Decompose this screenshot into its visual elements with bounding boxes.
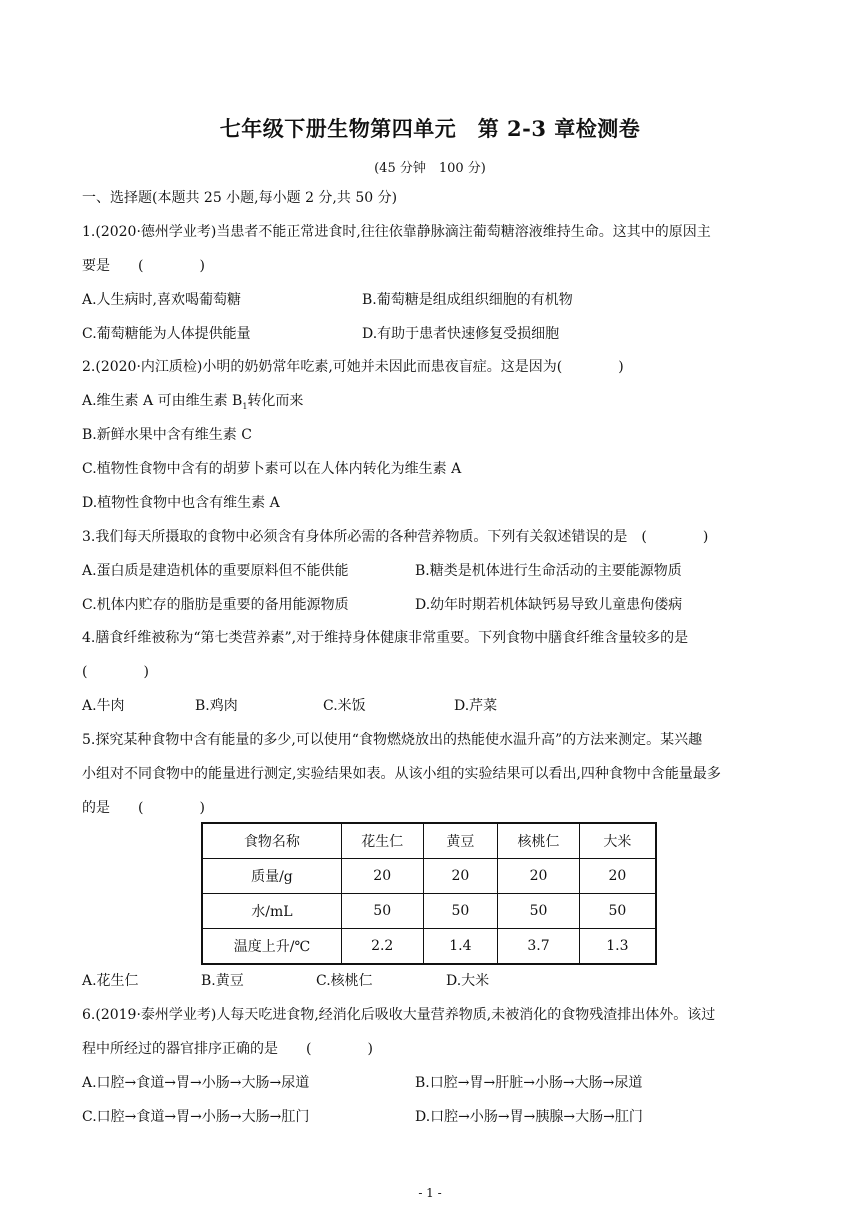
question-5-text-cont-2: 的是 ( ) <box>82 800 205 816</box>
table-header-row <box>202 823 656 859</box>
table-cell: 水/mL <box>202 894 341 929</box>
question-2-option-b: B.新鲜水果中含有维生素 C <box>82 427 252 443</box>
question-5-option-b: B.黄豆 <box>201 973 244 989</box>
table-cell: 1.3 <box>579 929 656 965</box>
table-row <box>202 929 656 965</box>
question-1-option-d: D.有助于患者快速修复受损细胞 <box>362 326 560 342</box>
table-header-cell: 核桃仁 <box>498 823 580 859</box>
question-4-option-b: B.鸡肉 <box>195 698 238 714</box>
question-5-option-d: D.大米 <box>446 973 490 989</box>
question-6-option-b: B.口腔→胃→肝脏→小肠→大肠→尿道 <box>415 1075 643 1091</box>
table-cell: 50 <box>341 894 423 929</box>
question-4-option-d: D.芹菜 <box>454 698 498 714</box>
question-2-option-d: D.植物性食物中也含有维生素 A <box>82 495 280 511</box>
question-2-option-a <box>82 392 303 416</box>
table-cell: 温度上升/℃ <box>202 929 341 965</box>
question-4-text: 4.膳食纤维被称为“第七类营养素”,对于维持身体健康非常重要。下列食物中膳食纤维含量较多的是 <box>82 630 689 646</box>
question-6-option-c: C.口腔→食道→胃→小肠→大肠→肛门 <box>82 1109 310 1125</box>
question-6-text: 6.(2019·泰州学业考)人每天吃进食物,经消化后吸收大量营养物质,未被消化的食物残渣排出体外。该过 <box>82 1007 716 1023</box>
table-cell: 3.7 <box>498 929 580 965</box>
question-1-option-a: A.人生病时,喜欢喝葡萄糖 <box>82 292 242 308</box>
page-title: 七年级下册生物第四单元 第 2-3 章检测卷 <box>219 116 641 141</box>
question-4-option-a: A.牛肉 <box>82 698 125 714</box>
question-4-option-c: C.米饭 <box>323 698 366 714</box>
question-6-option-a: A.口腔→食道→胃→小肠→大肠→尿道 <box>82 1075 310 1091</box>
question-3-option-a: A.蛋白质是建造机体的重要原料但不能供能 <box>82 563 349 579</box>
table-cell: 50 <box>498 894 580 929</box>
table-header-cell: 花生仁 <box>341 823 423 859</box>
table-cell: 50 <box>423 894 498 929</box>
table-cell: 2.2 <box>341 929 423 965</box>
question-4-text-cont: ( ) <box>82 664 149 680</box>
table-cell: 质量/g <box>202 859 341 894</box>
question-1-text-cont: 要是 ( ) <box>82 258 205 274</box>
question-5-text-cont: 小组对不同食物中的能量进行测定,实验结果如表。从该小组的实验结果可以看出,四种食物中含能量最多 <box>82 766 721 782</box>
question-2-option-a-post: 转化而来 <box>247 393 304 409</box>
question-3-text: 3.我们每天所摄取的食物中必须含有身体所必需的各种营养物质。下列有关叙述错误的是 ( ) <box>82 529 709 545</box>
question-3-option-c: C.机体内贮存的脂肪是重要的备用能源物质 <box>82 597 349 613</box>
food-energy-table <box>201 822 657 965</box>
question-2-text: 2.(2020·内江质检)小明的奶奶常年吃素,可她并未因此而患夜盲症。这是因为( ) <box>82 359 624 375</box>
table-cell: 50 <box>579 894 656 929</box>
question-2-option-a-sub: 1 <box>242 401 248 411</box>
exam-duration-score: (45 分钟 100 分) <box>374 161 486 176</box>
table-cell: 20 <box>423 859 498 894</box>
question-3-option-b: B.糖类是机体进行生命活动的主要能源物质 <box>415 563 682 579</box>
question-2-option-a-pre: A.维生素 A 可由维生素 B <box>82 393 243 409</box>
table-cell: 20 <box>498 859 580 894</box>
section-heading: 一、选择题(本题共 25 小题,每小题 2 分,共 50 分) <box>82 190 398 206</box>
question-6-option-d: D.口腔→小肠→胃→胰腺→大肠→肛门 <box>415 1109 643 1125</box>
page-number: - 1 - <box>418 1186 442 1200</box>
table-cell: 20 <box>341 859 423 894</box>
question-3-option-d: D.幼年时期若机体缺钙易导致儿童患佝偻病 <box>415 597 683 613</box>
table-row <box>202 859 656 894</box>
table-cell: 1.4 <box>423 929 498 965</box>
question-5-option-a: A.花生仁 <box>82 973 139 989</box>
table-header-cell: 大米 <box>579 823 656 859</box>
table-header-cell: 食物名称 <box>202 823 341 859</box>
question-6-text-cont: 程中所经过的器官排序正确的是 ( ) <box>82 1041 373 1057</box>
question-5-text: 5.探究某种食物中含有能量的多少,可以使用“食物燃烧放出的热能使水温升高”的方法来测定。某兴趣 <box>82 732 703 748</box>
question-1-text: 1.(2020·德州学业考)当患者不能正常进食时,往往依靠静脉滴注葡萄糖溶液维持生命。这其中的原因主 <box>82 224 711 240</box>
table-row <box>202 894 656 929</box>
question-1-option-c: C.葡萄糖能为人体提供能量 <box>82 326 251 342</box>
question-1-option-b: B.葡萄糖是组成组织细胞的有机物 <box>362 292 573 308</box>
question-5-option-c: C.核桃仁 <box>316 973 373 989</box>
question-2-option-c: C.植物性食物中含有的胡萝卜素可以在人体内转化为维生素 A <box>82 461 462 477</box>
table-header-cell: 黄豆 <box>423 823 498 859</box>
table-cell: 20 <box>579 859 656 894</box>
